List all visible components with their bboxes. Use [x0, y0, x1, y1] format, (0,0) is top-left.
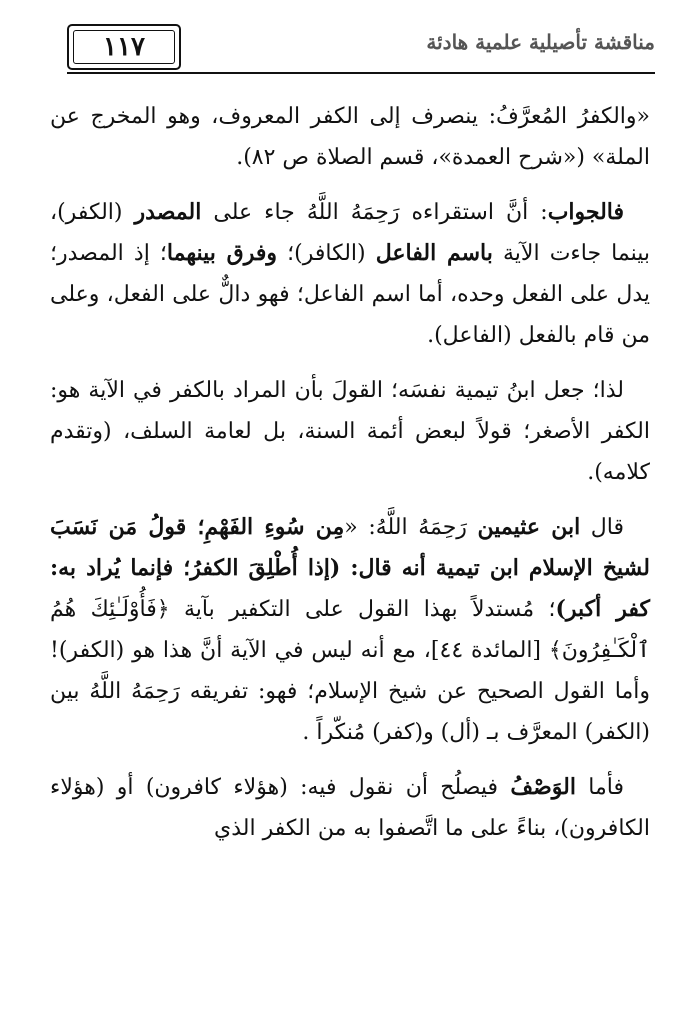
paragraph-1-text: «والكفرُ المُعرَّفُ: ينصرف إلى الكفر المعروف، وهو المخرج عن الملة» («شرح العمدة»، قسم الصلاة ص ٨٢).: [50, 104, 650, 170]
paragraph-1: [50, 96, 650, 178]
paragraph-3-text: لذا؛ جعل ابنُ تيمية نفسَه؛ القولَ بأن المراد بالكفر في الآية هو: الكفر الأصغر؛ قولاً لبعض أئمة السنة، بل لعامة السلف، (وتقدم كلامه).: [50, 378, 650, 485]
header-rule: [67, 72, 655, 74]
paragraph-4-bold-2: مِن سُوءِ الفَهْمِ؛ قولُ مَن نَسَبَ لشيخ الإسلام ابن تيمية أنه قال: (إذا أُطْلِقَ الكفرُ؛ فإنما يُراد به: كفر أكبر): [50, 514, 650, 622]
paragraph-4-text-3: ؛ مُستدلاً بهذا القول على التكفير بآية ﴿فَأُوْلَـٰئِكَ هُمُ ٱلْكَـٰفِرُونَ﴾ [المائدة ٤٤]، مع أنه ليس في الآية أنَّ هذا هو (الكفر)! وأما القول الصحيح عن شيخ الإسلام؛ فهو: تفريقه رَحِمَهُ اللَّهُ بين (الكفر) المعرَّف بـ (أل) و(كفر) مُنكّراً .: [50, 597, 651, 745]
paragraph-4-text-2: رَحِمَهُ اللَّهُ: «: [344, 515, 478, 540]
paragraph-5: [50, 767, 650, 849]
paragraph-4: [50, 507, 650, 753]
paragraph-2-text-2: (الكفر)، بينما جاءت الآية: [50, 200, 650, 266]
page-header: [45, 18, 655, 80]
paragraph-5-text-1: فأما: [575, 775, 624, 800]
paragraph-4-bold-1: ابن عثيمين: [477, 514, 581, 540]
paragraph-2-text-3: (الكافر)؛: [277, 241, 376, 266]
running-title: مناقشة تأصيلية علمية هادئة: [426, 30, 655, 54]
page-body: [50, 96, 650, 976]
paragraph-4-text-1: قال: [580, 515, 625, 540]
paragraph-3: [50, 370, 650, 493]
page-number-box: [67, 24, 181, 70]
paragraph-2-text-1: : أنَّ استقراءه رَحِمَهُ اللَّهُ جاء على: [201, 200, 548, 225]
paragraph-2-bold-4: وفرق بينهما: [166, 240, 278, 266]
paragraph-5-text-2: فيصلُح أن نقول فيه: (هؤلاء كافرون) أو (هؤلاء الكافرون)، بناءً على ما اتَّصفوا به من الكفر الذي: [50, 775, 650, 841]
paragraph-2-bold-1: فالجواب: [547, 199, 624, 225]
paragraph-5-bold-1: الوَصْفُ: [510, 774, 576, 800]
paragraph-2: [50, 192, 650, 356]
paragraph-2-bold-3: باسم الفاعل: [375, 240, 493, 266]
paragraph-2-text-4: ؛ إذ المصدر؛ يدل على الفعل وحده، أما اسم الفاعل؛ فهو دالٌّ على الفعل، وعلى من قام بالفعل (الفاعل).: [50, 241, 650, 348]
paragraph-2-bold-2: المصدر: [134, 199, 202, 225]
page-number: ١١٧: [73, 30, 175, 64]
